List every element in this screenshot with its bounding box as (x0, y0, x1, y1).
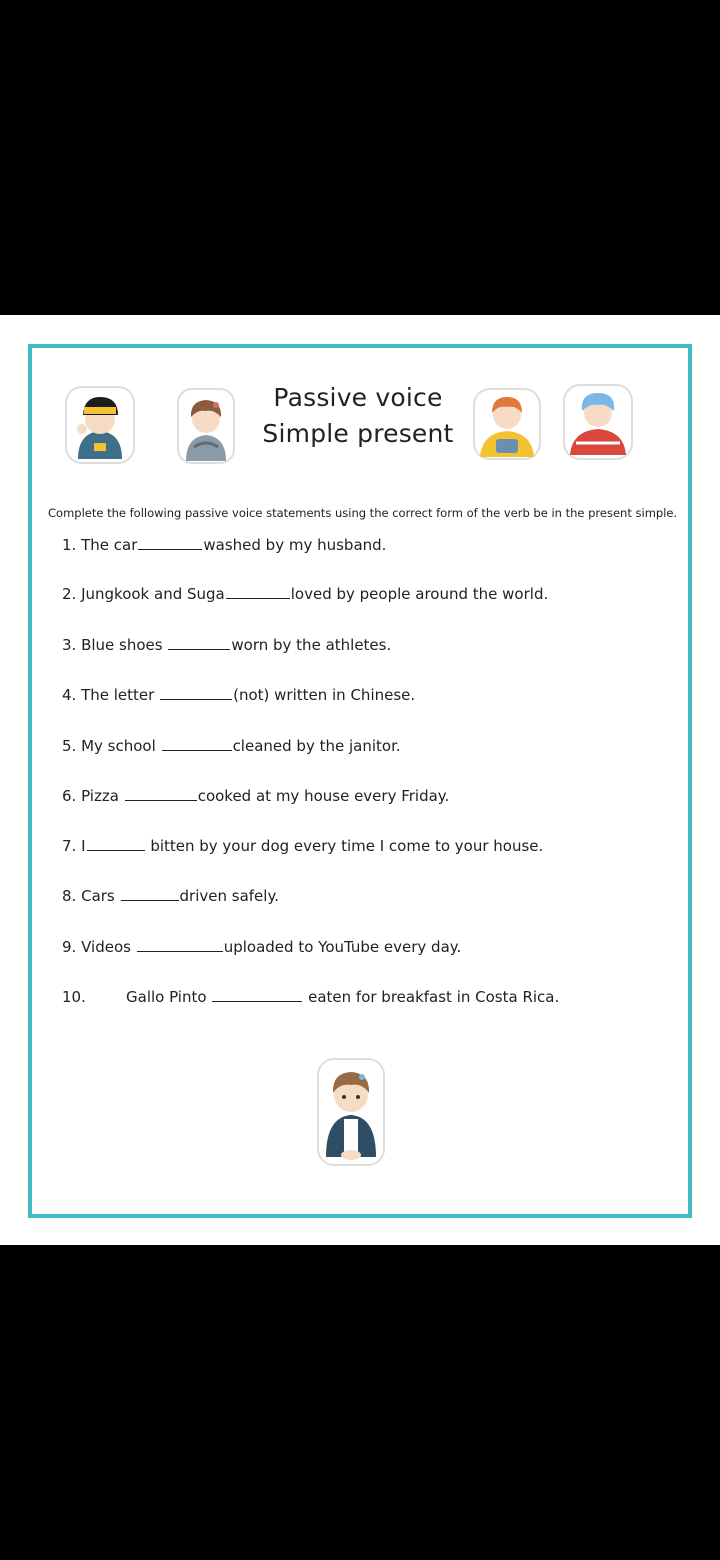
item-subject: Videos (81, 938, 131, 956)
cartoon-character-sticker-icon (64, 385, 136, 465)
item-number: 4. (62, 686, 77, 704)
answer-blank[interactable] (121, 899, 179, 901)
exercise-item (62, 787, 449, 805)
answer-blank[interactable] (137, 950, 223, 952)
item-subject: The letter (81, 686, 155, 704)
exercise-item (62, 988, 559, 1006)
item-predicate: uploaded to YouTube every day. (223, 938, 462, 956)
exercise-item (62, 636, 391, 654)
answer-blank[interactable] (212, 1000, 302, 1002)
answer-blank[interactable] (168, 648, 230, 650)
item-number: 6. (62, 787, 77, 805)
item-number: 8. (62, 887, 77, 905)
item-number: 2. (62, 585, 77, 603)
item-number: 9. (62, 938, 77, 956)
answer-blank[interactable] (226, 597, 290, 599)
item-predicate: worn by the athletes. (231, 636, 392, 654)
worksheet-title-line1: Passive voice (273, 383, 443, 412)
item-subject: Blue shoes (81, 636, 163, 654)
answer-blank[interactable] (87, 849, 145, 851)
item-number: 10. (62, 988, 86, 1006)
answer-blank[interactable] (138, 548, 202, 550)
item-number: 3. (62, 636, 77, 654)
item-subject: Pizza (81, 787, 119, 805)
cartoon-character-sticker-icon (176, 387, 236, 465)
item-subject: Jungkook and Suga (81, 585, 225, 603)
item-predicate: (not) written in Chinese. (233, 686, 416, 704)
answer-blank[interactable] (162, 749, 232, 751)
item-subject: Cars (81, 887, 115, 905)
cartoon-character-sticker-icon (316, 1057, 386, 1167)
item-predicate: washed by my husband. (203, 536, 387, 554)
item-predicate: cleaned by the janitor. (232, 737, 401, 755)
item-number: 7. (62, 837, 77, 855)
exercise-item (62, 585, 548, 603)
answer-blank[interactable] (125, 799, 197, 801)
exercise-item (62, 737, 401, 755)
cartoon-character-sticker-icon (562, 383, 634, 461)
item-predicate: loved by people around the world. (290, 585, 549, 603)
exercise-item (62, 536, 386, 554)
item-number: 5. (62, 737, 77, 755)
exercise-item (62, 887, 279, 905)
worksheet-page (0, 315, 720, 1245)
item-predicate: eaten for breakfast in Costa Rica. (308, 988, 560, 1006)
item-predicate: cooked at my house every Friday. (197, 787, 450, 805)
exercise-item (62, 686, 415, 704)
answer-blank[interactable] (160, 698, 232, 700)
exercise-item (62, 938, 461, 956)
item-subject: I (81, 837, 86, 855)
instructions: Complete the following passive voice statements using the correct form of the verb be in the present simple. (48, 506, 678, 520)
item-subject: Gallo Pinto (126, 988, 207, 1006)
item-predicate: driven safely. (179, 887, 279, 905)
exercise-item (62, 837, 543, 855)
item-number: 1. (62, 536, 77, 554)
item-predicate: bitten by your dog every time I come to your house. (150, 837, 544, 855)
item-subject: My school (81, 737, 156, 755)
worksheet-title-line2: Simple present (262, 419, 454, 448)
item-subject: The car (81, 536, 138, 554)
